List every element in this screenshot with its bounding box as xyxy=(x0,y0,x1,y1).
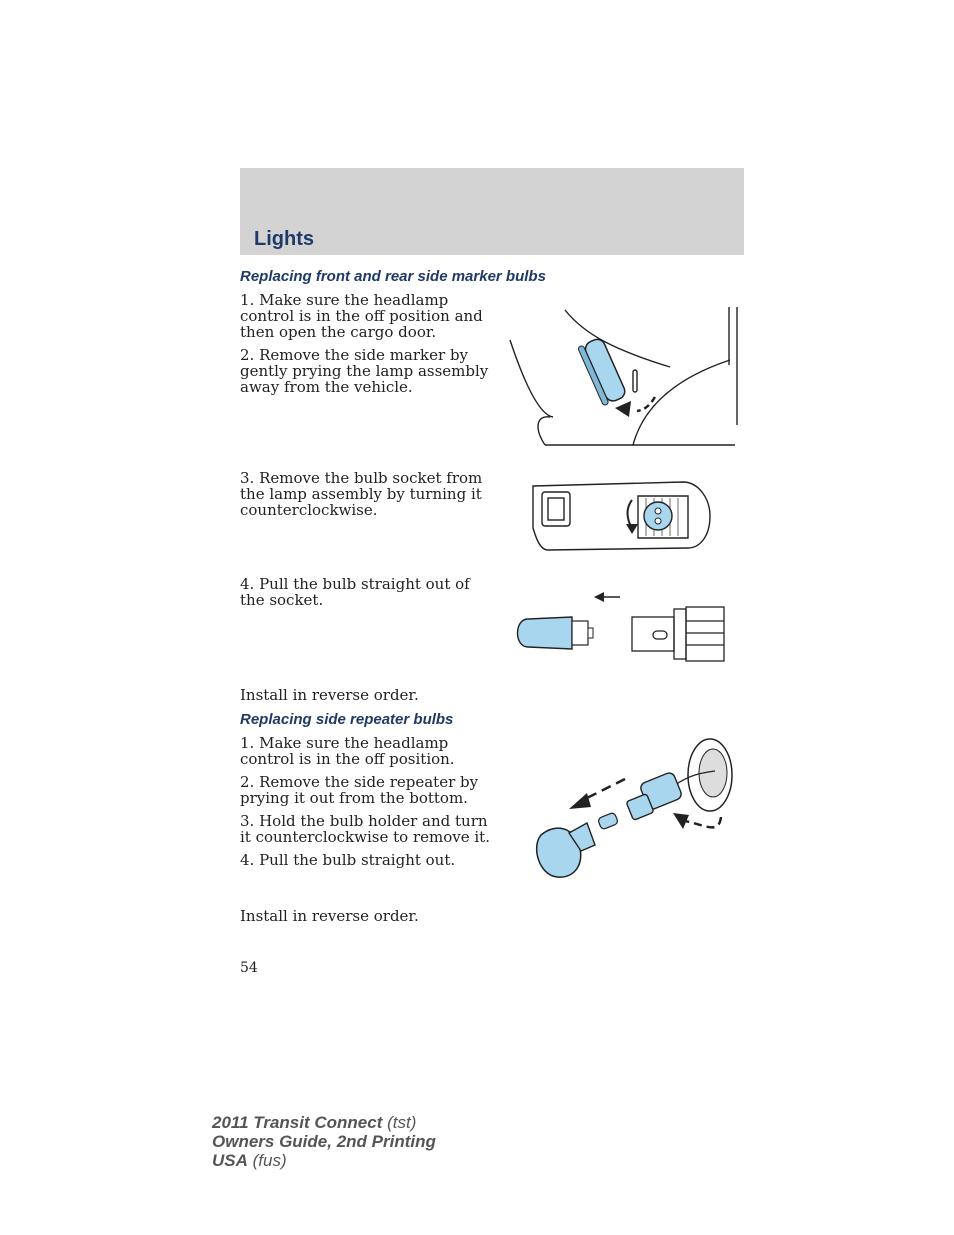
step-3-text: 3. Remove the bulb socket from the lamp assembly by turning it counterclockwise. xyxy=(240,469,483,519)
footer-line-2: Owners Guide, 2nd Printing xyxy=(212,1132,436,1151)
bulb-socket-removal-illustration xyxy=(528,478,714,556)
section-heading-side-repeater: Replacing side repeater bulbs xyxy=(240,711,454,728)
bulb-pull-illustration xyxy=(512,585,728,665)
page-title: Lights xyxy=(254,228,314,250)
repeater-step-1-text: 1. Make sure the headlamp control is in the off position. xyxy=(240,734,455,768)
repeater-step-3-text: 3. Hold the bulb holder and turn it counterclockwise to remove it. xyxy=(240,812,490,846)
install-note-2: Install in reverse order. xyxy=(240,907,419,925)
page-number: 54 xyxy=(240,960,258,976)
repeater-step-4-text: 4. Pull the bulb straight out. xyxy=(240,851,456,869)
footer-line-1: 2011 Transit Connect (tst) xyxy=(212,1113,417,1132)
section-header-band xyxy=(240,168,744,255)
footer-line-3: USA (fus) xyxy=(212,1151,287,1170)
side-marker-removal-illustration xyxy=(505,305,745,447)
step-1-text: 1. Make sure the headlamp control is in the off position and then open the cargo door. xyxy=(240,291,483,341)
side-repeater-removal-illustration xyxy=(525,735,740,883)
step-4-text: 4. Pull the bulb straight out of the socket. xyxy=(240,575,470,609)
document-footer xyxy=(212,1113,436,1170)
repeater-step-2-text: 2. Remove the side repeater by prying it out from the bottom. xyxy=(240,773,479,807)
section-heading-side-marker: Replacing front and rear side marker bulbs xyxy=(240,268,546,285)
install-note-1: Install in reverse order. xyxy=(240,686,419,704)
step-2-text: 2. Remove the side marker by gently prying the lamp assembly away from the vehicle. xyxy=(240,346,489,396)
